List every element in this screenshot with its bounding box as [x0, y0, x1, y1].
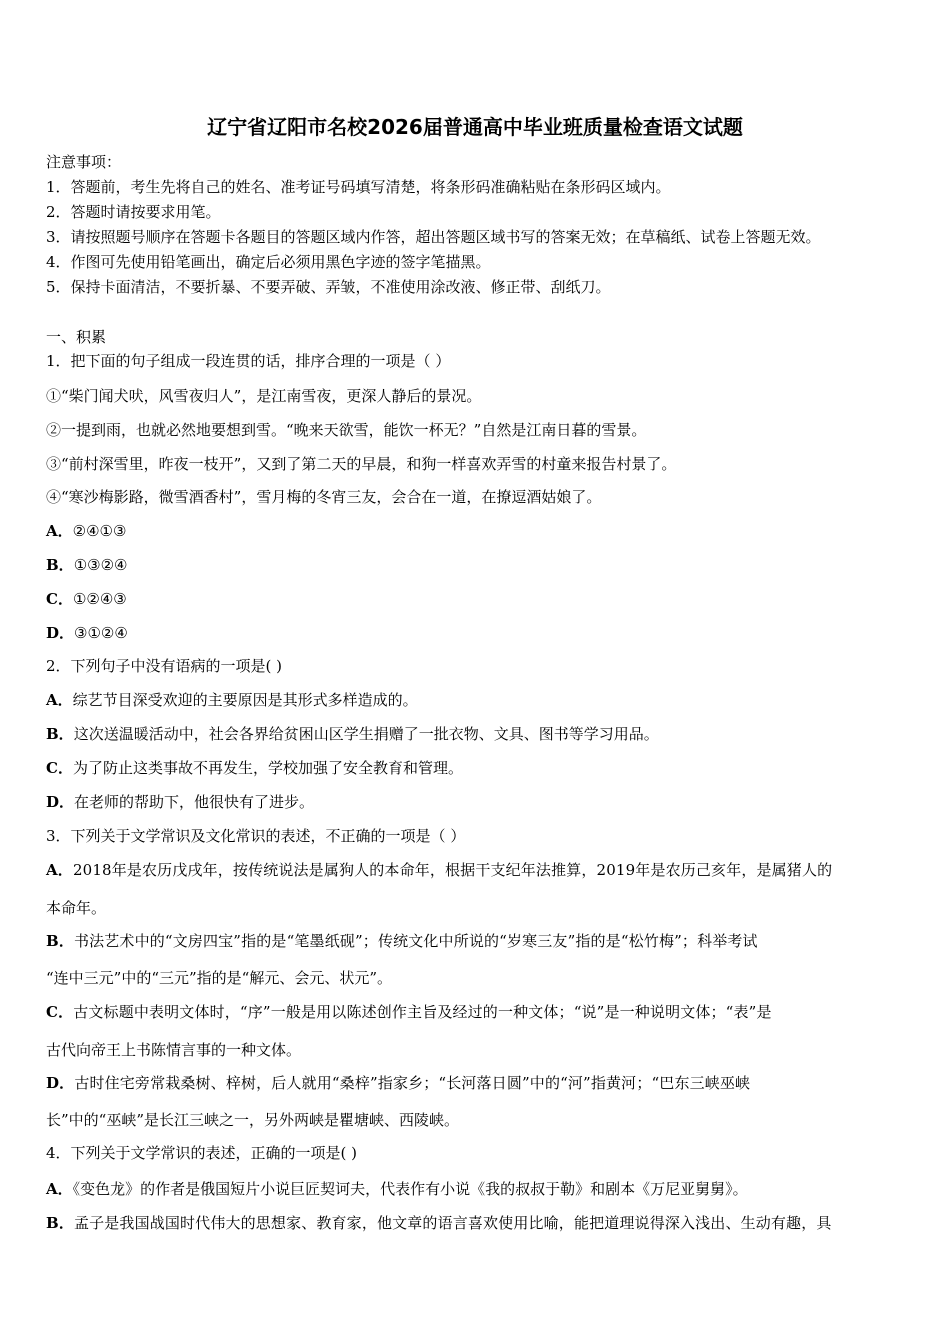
section-heading: 一、积累	[46, 328, 107, 346]
q3-option-b[interactable]	[46, 931, 758, 951]
option-letter: C．	[46, 759, 73, 777]
option-text: 古文标题中表明文体时，“序”一般是用以陈述创作主旨及经过的一种文体；“说”是一种说明文体；“表”是	[73, 1003, 772, 1021]
q3-option-b-cont: “连中三元”中的“三元”指的是“解元、会元、状元”。	[46, 969, 393, 987]
q3-option-c[interactable]	[46, 1002, 772, 1022]
q2-option-a[interactable]	[46, 690, 418, 710]
notice-item: 3．请按照题号顺序在答题卡各题目的答题区域内作答，超出答题区域书写的答案无效；在草稿纸、试卷上答题无效。	[46, 228, 821, 246]
q2-option-d[interactable]	[46, 792, 314, 812]
question-1-stem: 1．把下面的句子组成一段连贯的话，排序合理的一项是（ ）	[46, 352, 451, 370]
notice-item: 1．答题前，考生先将自己的姓名、准考证号码填写清楚，将条形码准确粘贴在条形码区域内。	[46, 178, 671, 196]
notice-item: 4．作图可先使用铅笔画出，确定后必须用黑色字迹的签字笔描黑。	[46, 253, 491, 271]
q3-option-d[interactable]	[46, 1073, 750, 1093]
option-text: ①③②④	[73, 556, 128, 574]
page-title: 辽宁省辽阳市名校2026届普通高中毕业班质量检查语文试题	[207, 115, 743, 139]
option-letter: B．	[46, 932, 74, 950]
option-letter: A．	[46, 861, 73, 879]
q1-sentence: ①“柴门闻犬吠，风雪夜归人”，是江南雪夜，更深人静后的景况。	[46, 387, 482, 405]
q4-option-b[interactable]	[46, 1213, 832, 1233]
q1-sentence: ②一提到雨，也就必然地要想到雪。“晚来天欲雪，能饮一杯无？”自然是江南日暮的雪景。	[46, 421, 647, 439]
option-text: 古时住宅旁常栽桑树、梓树，后人就用“桑梓”指家乡；“长河落日圆”中的“河”指黄河；“巴东三峡巫峡	[74, 1074, 751, 1092]
option-letter: D．	[46, 793, 75, 811]
q1-option-a[interactable]	[46, 521, 126, 541]
option-letter: A．	[46, 691, 73, 709]
q2-option-c[interactable]	[46, 758, 463, 778]
option-text: ③①②④	[74, 624, 128, 642]
option-letter: D．	[46, 624, 75, 642]
option-letter: B．	[46, 725, 74, 743]
question-4-stem: 4．下列关于文学常识的表述，正确的一项是( )	[46, 1144, 358, 1162]
option-letter: A．	[46, 1180, 73, 1198]
notice-item: 2．答题时请按要求用笔。	[46, 203, 221, 221]
notice-item: 5．保持卡面清洁，不要折暴、不要弄破、弄皱，不准使用涂改液、修正带、刮纸刀。	[46, 278, 611, 296]
option-letter: A．	[46, 522, 73, 540]
option-letter: B．	[46, 556, 74, 574]
option-text: 孟子是我国战国时代伟大的思想家、教育家，他文章的语言喜欢使用比喻，能把道理说得深入浅出、生动有趣，具	[73, 1214, 832, 1232]
option-text: ①②④③	[72, 590, 127, 608]
q3-option-d-cont: 长”中的“巫峡”是长江三峡之一，另外两峡是瞿塘峡、西陵峡。	[46, 1111, 460, 1129]
option-text: ②④①③	[72, 522, 127, 540]
q2-option-b[interactable]	[46, 724, 659, 744]
q3-option-a-cont: 本命年。	[46, 899, 107, 917]
option-text: 为了防止这类事故不再发生，学校加强了安全教育和管理。	[72, 759, 463, 777]
option-letter: C．	[46, 1003, 74, 1021]
question-3-stem: 3．下列关于文学常识及文化常识的表述，不正确的一项是（ ）	[46, 827, 466, 845]
option-letter: B．	[46, 1214, 74, 1232]
q3-option-c-cont: 古代向帝王上书陈情言事的一种文体。	[46, 1041, 302, 1059]
option-text: 《变色龙》的作者是俄国短片小说巨匠契诃夫，代表作有小说《我的叔叔于勒》和剧本《万尼亚舅舅》。	[72, 1180, 748, 1198]
option-text: 这次送温暖活动中，社会各界给贫困山区学生捐赠了一批衣物、文具、图书等学习用品。	[73, 725, 659, 743]
option-text: 在老师的帮助下，他很快有了进步。	[74, 793, 315, 811]
option-text: 综艺节目深受欢迎的主要原因是其形式多样造成的。	[72, 691, 418, 709]
question-2-stem: 2．下列句子中没有语病的一项是( )	[46, 657, 283, 675]
q1-sentence: ④“寒沙梅影路，微雪酒香村”，雪月梅的冬宵三友，会合在一道，在撩逗酒姑娘了。	[46, 488, 602, 506]
q1-option-c[interactable]	[46, 589, 127, 609]
q1-option-b[interactable]	[46, 555, 127, 575]
option-text: 书法艺术中的“文房四宝”指的是“笔墨纸砚”；传统文化中所说的“岁寒三友”指的是“松竹梅”；科举考试	[73, 932, 758, 950]
q4-option-a[interactable]	[46, 1179, 748, 1199]
q1-option-d[interactable]	[46, 623, 128, 643]
option-text: 2018年是农历戊戌年，按传统说法是属狗人的本命年，根据干支纪年法推算，2019年是农历己亥年，是属猪人的	[72, 861, 833, 879]
q3-option-a[interactable]	[46, 860, 832, 880]
option-letter: D．	[46, 1074, 75, 1092]
option-letter: C．	[46, 590, 73, 608]
notice-heading: 注意事项：	[46, 153, 122, 171]
q1-sentence: ③“前村深雪里，昨夜一枝开”，又到了第二天的早晨，和狗一样喜欢弄雪的村童来报告村景了。	[46, 455, 677, 473]
